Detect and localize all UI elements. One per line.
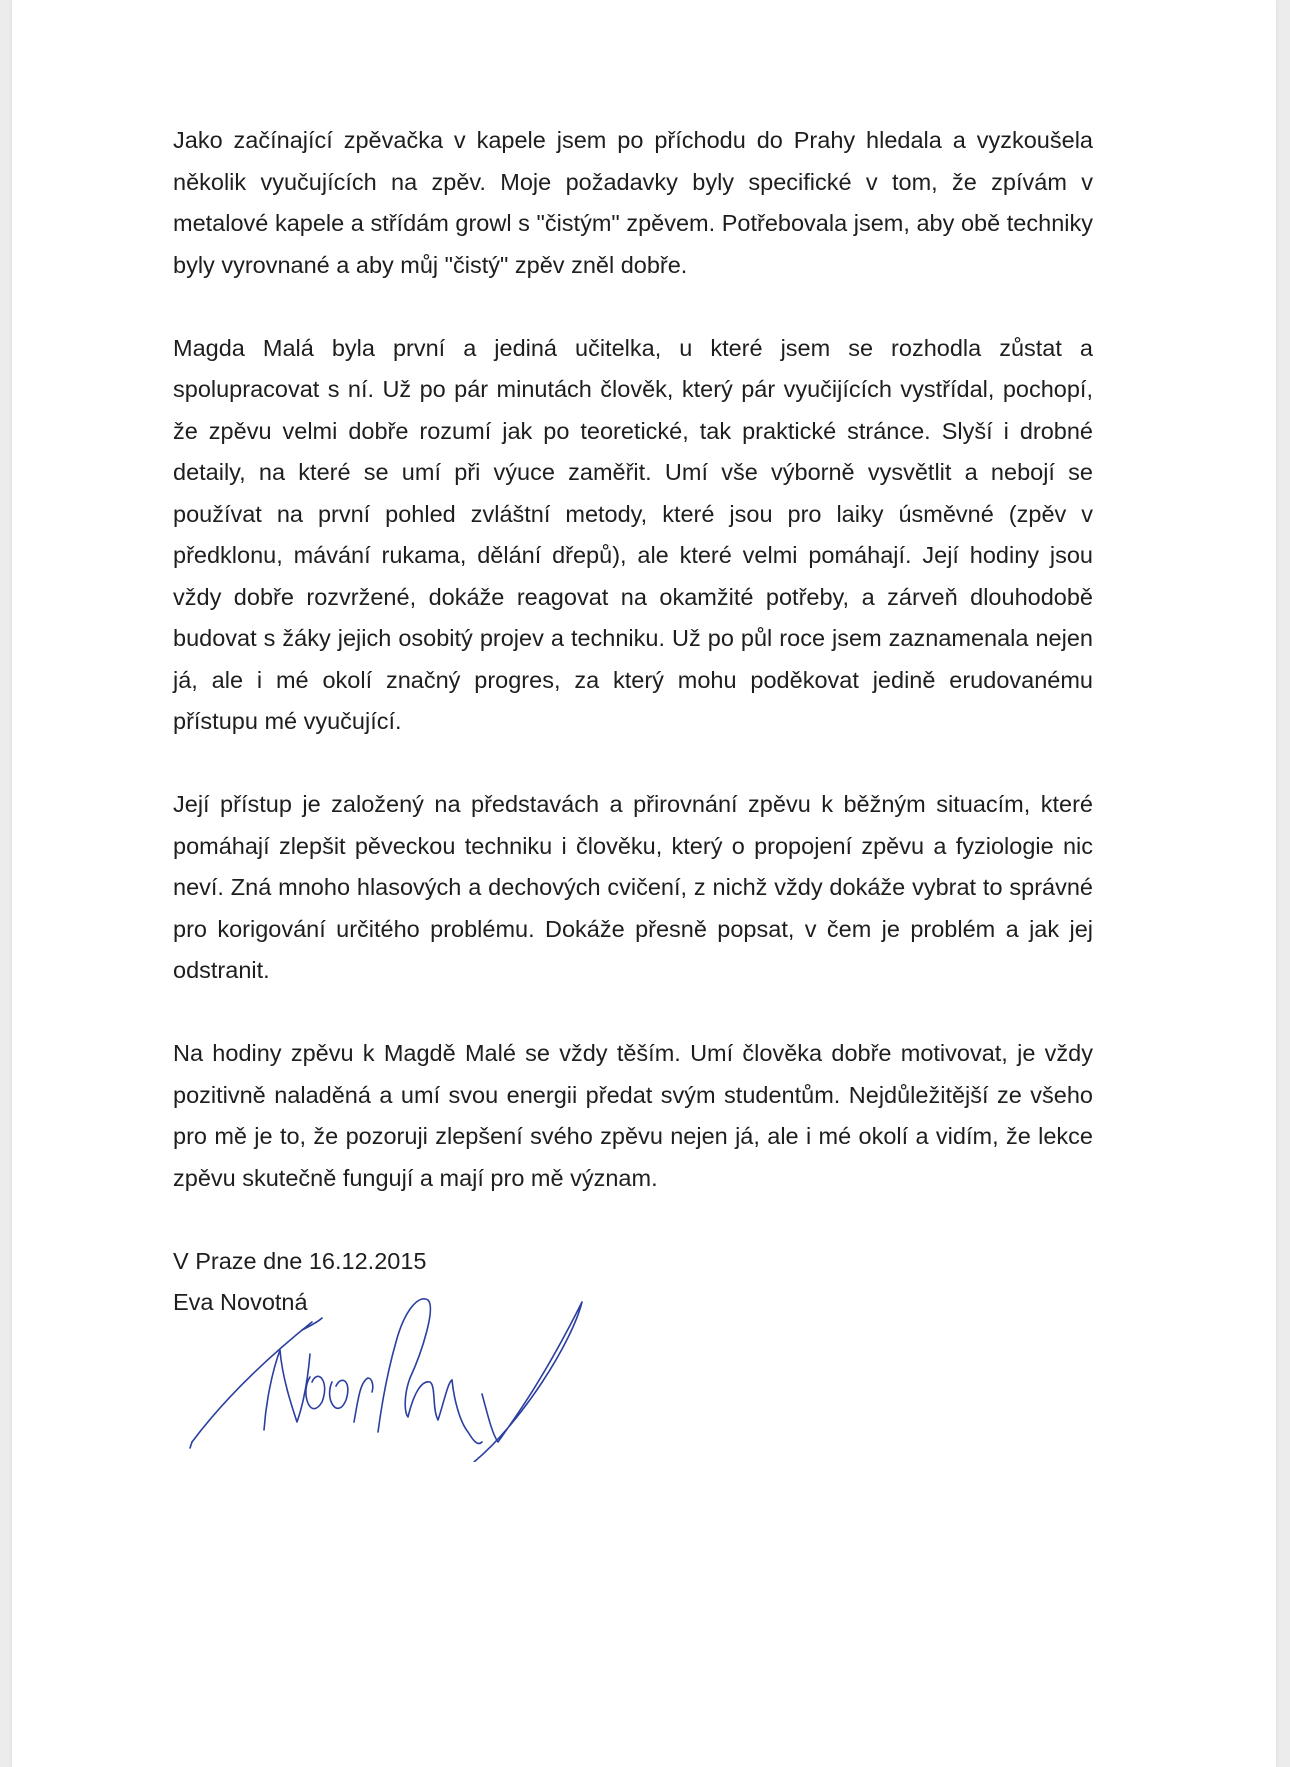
document-page bbox=[12, 0, 1276, 1767]
author-name: Eva Novotná bbox=[173, 1289, 308, 1315]
handwritten-signature-icon bbox=[182, 1282, 622, 1462]
paragraph-2: Magda Malá byla první a jediná učitelka, u které jsem se rozhodla zůstat a spolupracovat s ní. Už po pár minutách člověk, který pár vyučijících vystřídal, pochopí, že zpěvu velmi dobře rozumí jak po teoretické, tak praktické stránce. Slyší i drobné detaily, na které se umí při výuce zaměřit. Umí vše výborně vysvětlit a nebojí se používat na první pohled zvláštní metody, které jsou pro laiky úsměvné (zpěv v předklonu, mávání rukama, dělání dřepů), ale které velmi pomáhají. Její hodiny jsou vždy dobře rozvržené, dokáže reagovat na okamžité potřeby, a zárveň dlouhodobě budovat s žáky jejich osobitý projev a techniku. Už po půl roce jsem zaznamenala nejen já, ale i mé okolí značný progres, za který mohu poděkovat jedině erudovanému přístupu mé vyučující. bbox=[173, 334, 1093, 734]
paragraph-3: Její přístup je založený na představách a přirovnání zpěvu k běžným situacím, které pomáhají zlepšit pěveckou techniku i člověku, který o propojení zpěvu a fyziologie nic neví. Zná mnoho hlasových a dechových cvičení, z nichž vždy dokáže vybrat to správné pro korigování určitého problému. Dokáže přesně popsat, v čem je problém a jak jej odstranit. bbox=[173, 791, 1093, 983]
letter-body bbox=[173, 120, 1093, 1324]
place-date: V Praze dne 16.12.2015 bbox=[173, 1247, 427, 1274]
paragraph-4: Na hodiny zpěvu k Magdě Malé se vždy těším. Umí člověka dobře motivovat, je vždy pozitivně naladěná a umí svou energii předat svým studentům. Nejdůležitější ze všeho pro mě je to, že pozoruji zlepšení svého zpěvu nejen já, ale i mé okolí a vidím, že lekce zpěvu skutečně fungují a mají pro mě význam. bbox=[173, 1040, 1093, 1191]
paragraph-1: Jako začínající zpěvačka v kapele jsem po příchodu do Prahy hledala a vyzkoušela několik vyučujících na zpěv. Moje požadavky byly specifické v tom, že zpívám v metalové kapele a střídám growl s "čistým" zpěvem. Potřebovala jsem, aby obě techniky byly vyrovnané a aby můj "čistý" zpěv zněl dobře. bbox=[173, 127, 1093, 278]
